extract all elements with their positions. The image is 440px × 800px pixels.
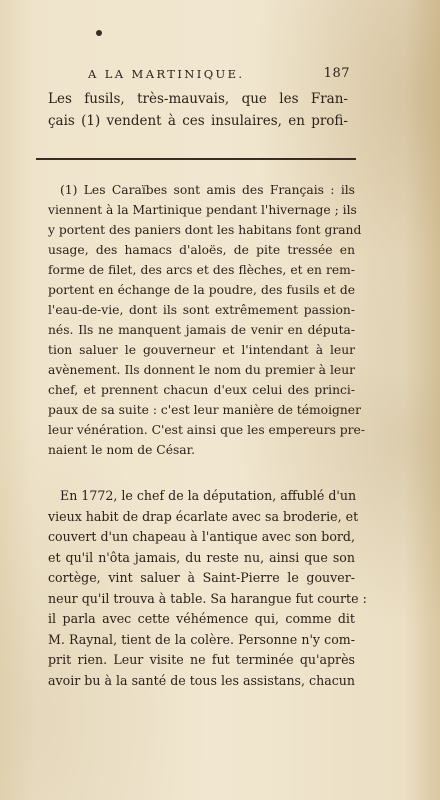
continuation-line: prit rien. Leur visite ne fut terminée qu'après <box>48 652 355 667</box>
continuation-line: il parla avec cette véhémence qui, comme dit <box>48 611 355 626</box>
running-head <box>88 65 350 83</box>
footnote-line: chef, et prennent chacun d'eux celui des princi- <box>48 383 355 397</box>
footnote-line: (1) Les Caraïbes sont amis des Français : ils <box>60 183 355 197</box>
footnote-line: viennent à la Martinique pendant l'hivernage ; ils <box>48 203 357 217</box>
footnote-line: usage, des hamacs d'aloës, de pite tressée en <box>48 243 355 257</box>
running-head-title: A LA MARTINIQUE. <box>88 67 245 81</box>
ink-spot <box>96 30 102 36</box>
continuation-line: cortège, vint saluer à Saint-Pierre le gouver- <box>48 570 355 585</box>
footnote-separator-rule <box>36 158 356 160</box>
continuation-line: M. Raynal, tient de la colère. Personne n'y com- <box>48 631 355 647</box>
footnote-line: paux de sa suite : c'est leur manière de témoigner <box>48 403 361 417</box>
footnote-line: forme de filet, des arcs et des flèches, et en rem- <box>48 263 355 277</box>
continuation-line: En 1772, le chef de la députation, affublé d'un <box>60 488 357 503</box>
continuation-line: neur qu'il trouva à table. Sa harangue fut courte : <box>48 590 367 606</box>
footnote-line: nés. Ils ne manquent jamais de venir en députa- <box>48 323 355 337</box>
footnote-line: tion saluer le gouverneur et l'intendant à leur <box>48 343 355 357</box>
footnote-line: portent en échange de la poudre, des fusils et de <box>48 283 355 297</box>
footnote-line: naient le nom de César. <box>48 443 196 457</box>
continuation-line: avoir bu à la santé de tous les assistans, chacun <box>48 672 355 688</box>
main-text-line: Les fusils, très-mauvais, que les Fran- <box>48 91 348 107</box>
continuation-line: et qu'il n'ôta jamais, du reste nu, ainsi que son <box>48 549 355 565</box>
footnote-line: y portent des paniers dont les habitans font grand <box>48 223 362 237</box>
page-number: 187 <box>323 66 350 81</box>
main-text <box>48 88 348 132</box>
continuation-line: couvert d'un chapeau à l'antique avec son bord, <box>48 529 355 544</box>
footnote <box>48 180 365 460</box>
footnote-line: leur vénération. C'est ainsi que les empereurs pre- <box>48 423 365 437</box>
continuation-line: vieux habit de drap écarlate avec sa broderie, et <box>48 508 359 524</box>
footnote-continuation <box>48 486 367 691</box>
main-text-line: çais (1) vendent à ces insulaires, en profi- <box>48 113 348 129</box>
footnote-line: avènement. Ils donnent le nom du premier à leur <box>48 363 355 377</box>
footnote-line: l'eau-de-vie, dont ils sont extrêmement passion- <box>48 303 355 317</box>
